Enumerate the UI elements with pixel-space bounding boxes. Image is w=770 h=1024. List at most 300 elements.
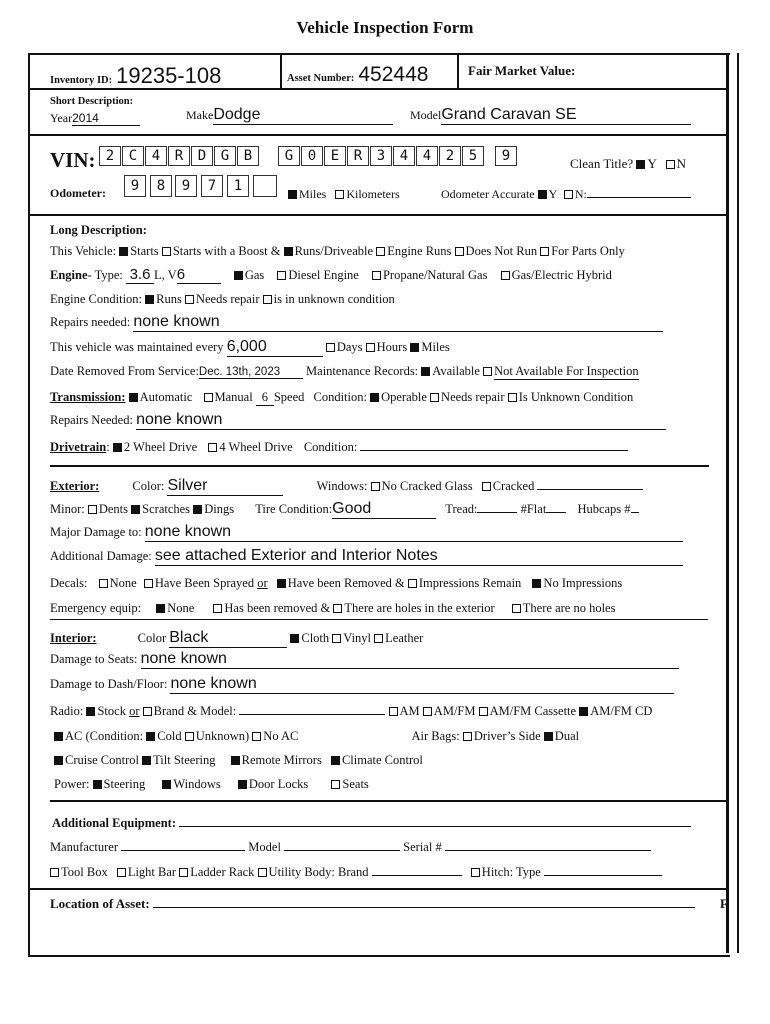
- trans-needs-label: Needs repair: [441, 390, 505, 404]
- radio-row: [50, 704, 652, 719]
- make-label: Make: [186, 108, 214, 122]
- lightbar-label: Light Bar: [127, 865, 177, 879]
- trans-repairs-label: Repairs Needed:: [50, 413, 133, 427]
- two-wd-checkbox[interactable]: [113, 443, 122, 452]
- cloth-label: Cloth: [301, 631, 330, 645]
- toolbox-checkbox[interactable]: [50, 868, 59, 877]
- diesel-checkbox[interactable]: [277, 271, 286, 280]
- decals-label: Decals:: [50, 576, 88, 590]
- model-label: Model: [410, 108, 442, 122]
- location-row: [50, 896, 695, 912]
- vin-char-box[interactable]: 4: [393, 146, 415, 166]
- automatic-checkbox[interactable]: [129, 393, 138, 402]
- decals-none-checkbox[interactable]: [99, 579, 108, 588]
- maintained-label: This vehicle was maintained every: [50, 340, 224, 354]
- flat-line[interactable]: [546, 512, 566, 513]
- removed-value[interactable]: Dec. 13th, 2023: [199, 366, 303, 379]
- available-label: Available: [432, 364, 480, 378]
- inventory-value: 19235-108: [116, 63, 222, 88]
- cassette-checkbox[interactable]: [479, 707, 488, 716]
- accurate-n-label: N:: [574, 187, 587, 201]
- vin-char-box[interactable]: 2: [99, 146, 121, 166]
- repairs-label: Repairs needed:: [50, 315, 131, 329]
- odometer-digit-box[interactable]: 9: [124, 175, 146, 197]
- vin-char-box[interactable]: G: [214, 146, 236, 166]
- kilometers-checkbox[interactable]: [335, 190, 344, 199]
- tilt-checkbox[interactable]: [142, 756, 151, 765]
- cd-checkbox[interactable]: [579, 707, 588, 716]
- vin-char-box[interactable]: 4: [145, 146, 167, 166]
- equip-model-label: Model: [248, 840, 281, 854]
- boost-checkbox[interactable]: [162, 247, 171, 256]
- no-ac-checkbox[interactable]: [252, 732, 261, 741]
- year-label: Year: [50, 111, 73, 125]
- emergency-row: [50, 601, 615, 616]
- additional-damage-row: [50, 547, 683, 566]
- propane-checkbox[interactable]: [372, 271, 381, 280]
- diesel-label: Diesel Engine: [288, 268, 359, 282]
- vin-char-box[interactable]: R: [168, 146, 190, 166]
- brand-checkbox[interactable]: [143, 707, 152, 716]
- am-label: AM: [399, 704, 420, 718]
- vin-char-box[interactable]: 0: [301, 146, 323, 166]
- clean-title-n-checkbox[interactable]: [666, 160, 675, 169]
- holes-checkbox[interactable]: [333, 604, 342, 613]
- equipment-options-row: [50, 865, 662, 880]
- cond-runs-label: Runs: [156, 292, 182, 306]
- ac-label: AC (Condition:: [65, 729, 144, 743]
- accurate-n-line[interactable]: [587, 197, 691, 198]
- available-checkbox[interactable]: [421, 367, 430, 376]
- exterior-label: Exterior:: [50, 479, 100, 493]
- fair-market-value-label: Fair Market Value:: [468, 63, 576, 78]
- days-label: Days: [336, 340, 363, 354]
- four-wd-label: 4 Wheel Drive: [219, 440, 293, 454]
- engine-type-label: - Type:: [87, 268, 123, 282]
- kilometers-label: Kilometers: [346, 187, 400, 201]
- tilt-label: Tilt Steering: [153, 753, 216, 767]
- header-divider-1: [280, 53, 282, 89]
- dash-damage-row: [50, 675, 674, 694]
- drivetrain-row: Drivetrain: 2 Wheel Drive 4 Wheel Drive Condition:: [50, 440, 628, 455]
- int-color-value[interactable]: Black: [169, 629, 287, 648]
- emergency-removed-checkbox[interactable]: [213, 604, 222, 613]
- odometer-label: Odometer:: [50, 186, 106, 200]
- stock-label: Stock: [97, 704, 126, 718]
- equip-model-line[interactable]: [284, 850, 400, 851]
- leather-checkbox[interactable]: [374, 634, 383, 643]
- manual-label: Manual: [214, 390, 253, 404]
- header-divider-2: [457, 53, 459, 89]
- make-field[interactable]: [186, 106, 393, 125]
- odometer-digit-box[interactable]: 1: [227, 175, 249, 197]
- cloth-checkbox[interactable]: [290, 634, 299, 643]
- propane-label: Propane/Natural Gas: [382, 268, 488, 282]
- vinyl-checkbox[interactable]: [332, 634, 341, 643]
- am-checkbox[interactable]: [389, 707, 398, 716]
- power-steering-label: Steering: [103, 777, 146, 791]
- days-checkbox[interactable]: [326, 343, 335, 352]
- decals-removed-label: Have been Removed &: [287, 576, 405, 590]
- automatic-label: Automatic: [139, 390, 193, 404]
- vinyl-label: Vinyl: [343, 631, 372, 645]
- manual-checkbox[interactable]: [204, 393, 213, 402]
- inventory-id-field[interactable]: [50, 63, 221, 89]
- odometer-digit-box[interactable]: 7: [201, 175, 223, 197]
- no-cracked-checkbox[interactable]: [371, 482, 380, 491]
- serial-label: Serial #: [403, 840, 442, 854]
- seats-damage-value[interactable]: none known: [141, 650, 679, 669]
- interior-row: [50, 629, 423, 648]
- vin-char-box[interactable]: B: [237, 146, 259, 166]
- drive-condition-label: Condition:: [303, 440, 358, 454]
- equipment-line[interactable]: [179, 826, 691, 827]
- cond-runs-checkbox[interactable]: [145, 295, 154, 304]
- major-damage-label: Major Damage to:: [50, 525, 142, 539]
- clean-title-field[interactable]: [570, 156, 686, 172]
- right-edge-bar: [726, 53, 729, 953]
- odometer-digit-box[interactable]: 8: [150, 175, 172, 197]
- trans-repairs-row: [50, 411, 666, 430]
- drivetrain-label: Drivetrain: [50, 440, 107, 454]
- divider-vin: [28, 214, 728, 216]
- stock-checkbox[interactable]: [86, 707, 95, 716]
- odometer-accurate-field[interactable]: [441, 187, 691, 202]
- emergency-none-label: None: [167, 601, 195, 615]
- equipment-label: Additional Equipment:: [52, 816, 176, 830]
- trans-repairs-value[interactable]: none known: [136, 411, 666, 430]
- decals-removed-checkbox[interactable]: [277, 579, 286, 588]
- asset-value: 452448: [358, 63, 429, 86]
- toolbox-label: Tool Box: [61, 865, 108, 879]
- ladder-checkbox[interactable]: [179, 868, 188, 877]
- location-label: Location of Asset:: [50, 896, 150, 911]
- decals-row: [50, 576, 622, 591]
- clean-title-n-label: N: [676, 156, 686, 171]
- tread-label: Tread:: [445, 502, 478, 516]
- ladder-label: Ladder Rack: [190, 865, 255, 879]
- cylinders-value[interactable]: 6: [177, 266, 221, 284]
- power-windows-checkbox[interactable]: [162, 780, 171, 789]
- needs-repair-checkbox[interactable]: [185, 295, 194, 304]
- leather-label: Leather: [385, 631, 424, 645]
- no-ac-label: No AC: [263, 729, 299, 743]
- asset-label: Asset Number:: [287, 73, 355, 84]
- engine-label: Engine: [50, 268, 88, 282]
- divider-short: [28, 134, 728, 136]
- liters-value[interactable]: 3.6: [126, 266, 154, 284]
- cd-label: AM/FM CD: [590, 704, 653, 718]
- major-damage-value[interactable]: none known: [145, 523, 683, 542]
- no-holes-label: There are no holes: [522, 601, 616, 615]
- power-steering-checkbox[interactable]: [93, 780, 102, 789]
- manufacturer-line[interactable]: [121, 850, 245, 851]
- driver-side-checkbox[interactable]: [463, 732, 472, 741]
- hours-label: Hours: [376, 340, 408, 354]
- dings-label: Dings: [204, 502, 235, 516]
- exterior-row: [50, 477, 643, 496]
- utility-label: Utility Body: Brand: [268, 865, 369, 879]
- removed-label: Date Removed From Service:: [50, 364, 199, 378]
- minor-row: [50, 500, 639, 519]
- ac-checkbox[interactable]: [54, 732, 63, 741]
- vin-char-box[interactable]: E: [324, 146, 346, 166]
- additional-damage-label: Additional Damage:: [50, 549, 152, 563]
- power-row: [54, 777, 369, 792]
- ext-color-label: Color:: [132, 479, 165, 493]
- hitch-checkbox[interactable]: [471, 868, 480, 877]
- equipment-row: [52, 816, 691, 831]
- amfm-checkbox[interactable]: [423, 707, 432, 716]
- lightbar-checkbox[interactable]: [117, 868, 126, 877]
- location-edge-text: F: [720, 896, 728, 911]
- ac-row: [54, 729, 579, 744]
- starts-checkbox[interactable]: [119, 247, 128, 256]
- power-windows-label: Windows: [173, 777, 221, 791]
- drive-condition-line[interactable]: [360, 450, 628, 451]
- unknown-cond-checkbox[interactable]: [263, 295, 272, 304]
- seats-damage-label: Damage to Seats:: [50, 652, 138, 666]
- emergency-removed-label: Has been removed &: [224, 601, 331, 615]
- sprayed-label: Have Been Sprayed: [154, 576, 255, 590]
- manufacturer-label: Manufacturer: [50, 840, 119, 854]
- engine-runs-checkbox[interactable]: [376, 247, 385, 256]
- impressions-label: Impressions Remain: [418, 576, 522, 590]
- divider-equipment: [28, 888, 728, 890]
- door-locks-label: Door Locks: [248, 777, 309, 791]
- long-description-label: Long Description:: [50, 223, 147, 237]
- serial-line[interactable]: [445, 850, 651, 851]
- tread-line[interactable]: [477, 512, 517, 513]
- holes-label: There are holes in the exterior: [344, 601, 495, 615]
- repairs-value[interactable]: none known: [133, 313, 663, 332]
- liters-unit-label: L, V: [154, 268, 177, 282]
- engine-condition-label: Engine Condition:: [50, 292, 143, 306]
- unknown-cond-label: is in unknown condition: [273, 292, 395, 306]
- runs-checkbox[interactable]: [284, 247, 293, 256]
- divider-long: [50, 465, 709, 467]
- cruise-label: Cruise Control: [65, 753, 139, 767]
- trans-needs-checkbox[interactable]: [430, 393, 439, 402]
- needs-repair-label: Needs repair: [195, 292, 260, 306]
- brand-line[interactable]: [239, 714, 385, 715]
- dents-label: Dents: [98, 502, 129, 516]
- not-run-checkbox[interactable]: [455, 247, 464, 256]
- odometer-units[interactable]: [288, 187, 400, 202]
- windows-label: Windows:: [316, 479, 368, 493]
- transmission-row: [50, 390, 633, 406]
- climate-checkbox[interactable]: [331, 756, 340, 765]
- hubcaps-line[interactable]: [631, 512, 639, 513]
- hybrid-label: Gas/Electric Hybrid: [511, 268, 612, 282]
- dents-checkbox[interactable]: [88, 505, 97, 514]
- power-seats-label: Seats: [342, 777, 369, 791]
- emergency-label: Emergency equip:: [50, 601, 142, 615]
- maintained-miles-label: Miles: [421, 340, 450, 354]
- odometer-accurate-label: Odometer Accurate: [441, 187, 535, 201]
- ext-color-value[interactable]: Silver: [167, 477, 283, 496]
- parts-checkbox[interactable]: [540, 247, 549, 256]
- gas-label: Gas: [244, 268, 265, 282]
- engine-row: [50, 266, 612, 284]
- interior-label: Interior:: [50, 631, 97, 645]
- int-color-label: Color: [137, 631, 167, 645]
- features-row: [54, 753, 423, 768]
- radio-label: Radio:: [50, 704, 84, 718]
- gas-checkbox[interactable]: [234, 271, 243, 280]
- cracked-checkbox[interactable]: [482, 482, 491, 491]
- cracked-line[interactable]: [537, 489, 643, 490]
- emergency-none-checkbox[interactable]: [156, 604, 165, 613]
- speed-value[interactable]: 6: [256, 390, 274, 406]
- transmission-label: Transmission:: [50, 390, 126, 404]
- model-field[interactable]: [410, 106, 691, 125]
- decals-or-label: or: [257, 576, 268, 590]
- no-holes-checkbox[interactable]: [512, 604, 521, 613]
- engine-condition-row: [50, 292, 395, 307]
- form-title: Vehicle Inspection Form: [296, 18, 474, 37]
- hitch-label: Hitch: Type: [481, 865, 541, 879]
- brand-label: Brand & Model:: [153, 704, 237, 718]
- vin-char-box[interactable]: C: [122, 146, 144, 166]
- airbags-label: Air Bags:: [411, 729, 460, 743]
- vin-char-box[interactable]: 4: [416, 146, 438, 166]
- vehicle-status-row: [50, 244, 625, 259]
- speed-label: Speed: [273, 390, 305, 404]
- hitch-line[interactable]: [544, 875, 662, 876]
- year-field[interactable]: [50, 111, 140, 126]
- tire-label: Tire Condition:: [255, 502, 333, 516]
- runs-label: Runs/Driveable: [294, 244, 374, 258]
- mirrors-checkbox[interactable]: [231, 756, 240, 765]
- minor-label: Minor:: [50, 502, 85, 516]
- operable-checkbox[interactable]: [370, 393, 379, 402]
- additional-damage-value[interactable]: see attached Exterior and Interior Notes: [155, 547, 683, 566]
- scratches-checkbox[interactable]: [131, 505, 140, 514]
- vin-label: VIN:: [50, 148, 96, 172]
- vin-char-box[interactable]: 9: [495, 146, 517, 166]
- miles-checkbox[interactable]: [288, 190, 297, 199]
- location-line[interactable]: [153, 907, 695, 908]
- vin-char-box[interactable]: 5: [462, 146, 484, 166]
- asset-number-field[interactable]: [287, 63, 428, 87]
- amfm-label: AM/FM: [433, 704, 476, 718]
- right-edge-bar-2: [737, 53, 739, 953]
- vin-char-box[interactable]: 2: [439, 146, 461, 166]
- dings-checkbox[interactable]: [193, 505, 202, 514]
- cruise-checkbox[interactable]: [54, 756, 63, 765]
- climate-label: Climate Control: [341, 753, 423, 767]
- clean-title-y-checkbox[interactable]: [636, 160, 645, 169]
- hybrid-checkbox[interactable]: [501, 271, 510, 280]
- maintained-miles-checkbox[interactable]: [410, 343, 419, 352]
- cold-checkbox[interactable]: [146, 732, 155, 741]
- make-value: Dodge: [213, 106, 393, 125]
- accurate-y-label: Y: [548, 187, 557, 201]
- vin-char-box[interactable]: 3: [370, 146, 392, 166]
- accurate-y-checkbox[interactable]: [538, 190, 547, 199]
- impressions-checkbox[interactable]: [408, 579, 417, 588]
- operable-label: Operable: [381, 390, 427, 404]
- dash-damage-value[interactable]: none known: [170, 675, 674, 694]
- no-impressions-label: No Impressions: [543, 576, 623, 590]
- decals-none-label: None: [109, 576, 137, 590]
- dual-checkbox[interactable]: [544, 732, 553, 741]
- maintained-value[interactable]: 6,000: [227, 338, 323, 357]
- scratches-label: Scratches: [142, 502, 191, 516]
- power-label: Power:: [54, 777, 90, 791]
- removed-row: [50, 364, 639, 380]
- two-wd-label: 2 Wheel Drive: [123, 440, 198, 454]
- radio-or-label: or: [129, 704, 140, 718]
- divider-interior: [50, 800, 726, 802]
- model-value: Grand Caravan SE: [441, 106, 691, 125]
- ac-unknown-checkbox[interactable]: [185, 732, 194, 741]
- door-locks-checkbox[interactable]: [238, 780, 247, 789]
- accurate-n-checkbox[interactable]: [564, 190, 573, 199]
- year-value: 2014: [72, 111, 140, 126]
- vin-char-box[interactable]: G: [278, 146, 300, 166]
- trans-unknown-label: Is Unknown Condition: [518, 390, 634, 404]
- exterior-bottom-rule: [50, 619, 708, 620]
- tire-value[interactable]: Good: [332, 500, 436, 519]
- hours-checkbox[interactable]: [366, 343, 375, 352]
- not-run-label: Does Not Run: [465, 244, 538, 258]
- trans-unknown-checkbox[interactable]: [508, 393, 517, 402]
- dual-label: Dual: [554, 729, 580, 743]
- vehicle-label: This Vehicle:: [50, 244, 117, 258]
- repairs-row: [50, 313, 663, 332]
- maintained-row: [50, 338, 450, 357]
- clean-title-label: Clean Title?: [570, 156, 634, 171]
- cold-label: Cold: [157, 729, 182, 743]
- engine-runs-label: Engine Runs: [387, 244, 452, 258]
- odometer-digit-box[interactable]: 9: [175, 175, 197, 197]
- utility-line[interactable]: [372, 875, 462, 876]
- major-damage-row: [50, 523, 683, 542]
- not-available-checkbox[interactable]: [483, 367, 492, 376]
- miles-label: Miles: [299, 187, 327, 201]
- boost-label: Starts with a Boost &: [172, 244, 281, 258]
- manufacturer-row: [50, 840, 651, 855]
- short-description-label: Short Description:: [50, 96, 134, 107]
- mirrors-label: Remote Mirrors: [241, 753, 322, 767]
- no-impressions-checkbox[interactable]: [532, 579, 541, 588]
- utility-checkbox[interactable]: [258, 868, 267, 877]
- parts-label: For Parts Only: [551, 244, 625, 258]
- hubcaps-label: Hubcaps #: [577, 502, 631, 516]
- trans-condition-label: Condition:: [313, 390, 367, 404]
- starts-label: Starts: [130, 244, 159, 258]
- four-wd-checkbox[interactable]: [208, 443, 217, 452]
- clean-title-y-label: Y: [647, 156, 657, 171]
- cassette-label: AM/FM Cassette: [489, 704, 577, 718]
- not-available-label: Not Available For Inspection: [494, 364, 639, 378]
- driver-side-label: Driver’s Side: [473, 729, 541, 743]
- seats-damage-row: [50, 650, 679, 669]
- no-cracked-label: No Cracked Glass: [381, 479, 473, 493]
- flat-label: #Flat: [520, 502, 547, 516]
- vin-char-box[interactable]: D: [191, 146, 213, 166]
- power-seats-checkbox[interactable]: [331, 780, 340, 789]
- cracked-label: Cracked: [492, 479, 535, 493]
- sprayed-checkbox[interactable]: [144, 579, 153, 588]
- records-label: Maintenance Records:: [306, 364, 419, 378]
- odometer-digit-box[interactable]: [253, 175, 277, 197]
- vin-char-box[interactable]: R: [347, 146, 369, 166]
- ac-unknown-label: Unknown): [195, 729, 250, 743]
- dash-damage-label: Damage to Dash/Floor:: [50, 677, 168, 691]
